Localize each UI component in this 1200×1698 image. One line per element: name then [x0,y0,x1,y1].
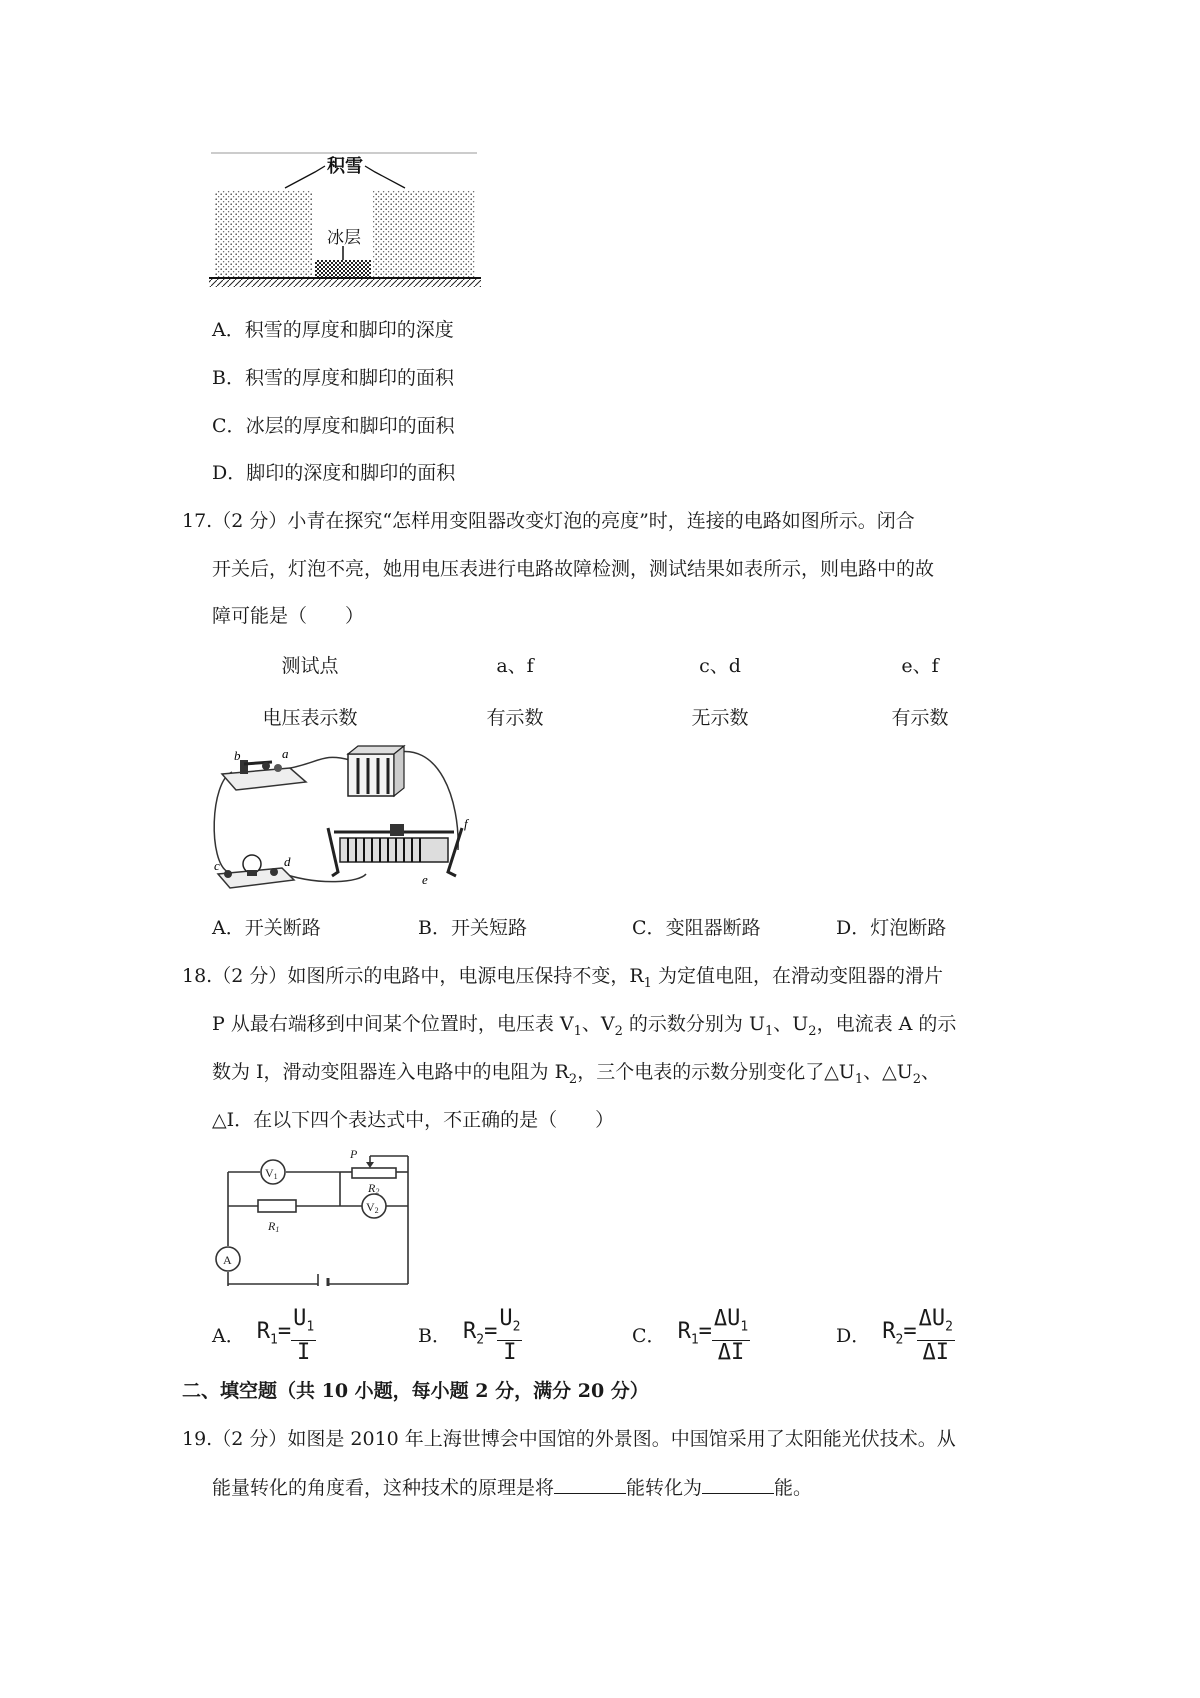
q17-number: 17. [182,510,213,532]
q17-option-c[interactable]: C．变阻器断路 [632,917,761,939]
p-label: P [350,1147,358,1161]
q17-fig-label-d: d [284,854,291,869]
section-title: 二、填空题（共 10 小题，每小题 2 分，满分 20 分） [182,1380,649,1402]
q16-option-d[interactable]: D．脚印的深度和脚印的面积 [212,462,456,484]
q18-line1: 18.（2 分）如图所示的电路中，电源电压保持不变，$R_1$ 为定值电阻，在滑动变阻器的滑片 [182,965,943,991]
q17-option-a[interactable]: A．开关断路 [212,917,321,939]
q18-number: 18. [182,965,213,987]
q16-option-c[interactable]: C．冰层的厚度和脚印的面积 [212,415,455,437]
q19-blank-2[interactable] [702,1475,774,1494]
q18-option-a[interactable]: A ． $R_1=$ $\frac{U_1}{I}$ [212,1306,315,1365]
v1-meter-label: V1 [265,1166,278,1181]
q17-option-d[interactable]: D．灯泡断路 [836,917,947,939]
q18-circuit-diagram [210,1146,420,1286]
r1-label: R1 [268,1219,280,1234]
q17-score: （2 分） [212,510,288,532]
q17-line3: 障可能是（ ） [212,605,365,627]
ammeter-label: A [223,1253,232,1267]
v2-meter-label: V2 [366,1200,379,1215]
q17-fig-label-e: e [422,872,428,887]
q18-score: （2 分） [212,965,288,987]
q19-blank-1[interactable] [554,1475,626,1494]
q18-option-d[interactable]: D ． $R_2=$ $\frac{\Delta U_2}{\Delta I}$ [836,1306,953,1365]
q18-option-b[interactable]: B ． $R_2=$ $\frac{U_2}{I}$ [418,1306,521,1365]
q17-option-b[interactable]: B．开关短路 [418,917,527,939]
q17-table-header: 测试点 a、f c、d e、f [281,655,939,677]
q19-line1: 19.（2 分）如图是 2010 年上海世博会中国馆的外景图。中国馆采用了太阳能光伏技术。从 [182,1428,956,1450]
q17-fig-label-b: b [234,748,241,763]
snow-label: 积雪 [327,156,363,176]
q17-line1: 17.（2 分）小青在探究“怎样用变阻器改变灯泡的亮度”时，连接的电路如图所示。闭合 [182,510,915,532]
q19-score: （2 分） [212,1428,288,1450]
q17-fig-label-f: f [464,816,468,831]
q16-option-b[interactable]: B．积雪的厚度和脚印的面积 [212,367,454,389]
q18-option-c[interactable]: C ． $R_1=$ $\frac{\Delta U_1}{\Delta I}$ [632,1306,749,1365]
q17-fig-label-a: a [282,746,289,761]
q19-number: 19. [182,1428,213,1450]
q17-table-row: 电压表示数 有示数 无示数 有示数 [262,707,949,729]
q18-line2: P 从最右端移到中间某个位置时，电压表 $V_1$、$V_2$ 的示数分别为 $U_1$、$U_2$，电流表 A 的示 [212,1013,957,1039]
q17-line2: 开关后，灯泡不亮，她用电压表进行电路故障检测，测试结果如表所示，则电路中的故 [212,558,935,580]
r2-label: R2 [368,1181,380,1196]
q16-option-a[interactable]: A．积雪的厚度和脚印的深度 [212,319,454,341]
ice-label: 冰层 [327,228,361,247]
q17-fig-label-c: c [214,858,220,873]
q18-line4: △I．在以下四个表达式中，不正确的是（ ） [212,1109,615,1131]
snow-footprint-figure [205,148,485,290]
q17-circuit-figure [210,742,472,892]
q19-line2: 能量转化的角度看，这种技术的原理是将 能转化为 能。 [212,1477,813,1499]
q18-line3: 数为 I，滑动变阻器连入电路中的电阻为 $R_2$，三个电表的示数分别变化了$\triangle U_1$、$\triangle U_2$、 [212,1061,941,1087]
